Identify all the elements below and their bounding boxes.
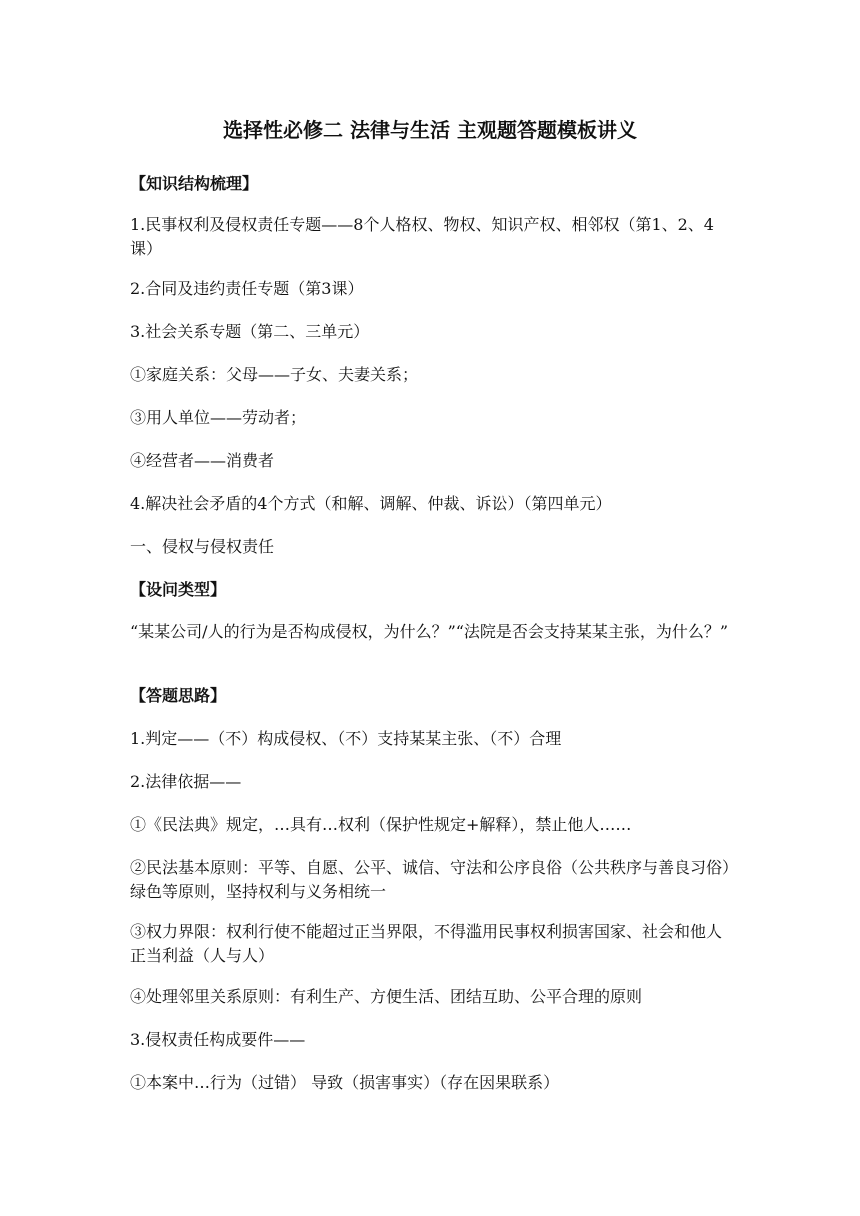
document-title: 选择性必修二 法律与生活 主观题答题模板讲义 [223, 118, 637, 142]
paragraph-rights-boundary: ③权力界限：权利行使不能超过正当界限，不得滥用民事权利损害国家、社会和他人正当利益（人与人） [130, 922, 723, 965]
paragraph-family-relations: ①家庭关系：父母——子女、夫妻关系； [130, 365, 419, 384]
paragraph-case-analysis: ①本案中…行为（过错） 导致（损害事实）（存在因果联系） [130, 1073, 560, 1092]
paragraph-dispute-resolution: 4.解决社会矛盾的4个方式（和解、调解、仲裁、诉讼）（第四单元） [130, 494, 612, 513]
paragraph-civil-rights-topic: 1.民事权利及侵权责任专题——8个人格权、物权、知识产权、相邻权（第1、2、4课） [130, 215, 714, 258]
paragraph-legal-basis: 2.法律依据—— [130, 772, 242, 791]
section-heading-answer-approach: 【答题思路】 [130, 686, 227, 705]
paragraph-social-relations-topic: 3.社会关系专题（第二、三单元） [130, 322, 370, 341]
paragraph-employer-relations: ③用人单位——劳动者； [130, 408, 307, 427]
paragraph-judgement: 1.判定——（不）构成侵权、（不）支持某某主张、（不）合理 [130, 729, 562, 748]
paragraph-contract-topic: 2.合同及违约责任专题（第3课） [130, 279, 364, 298]
paragraph-neighbor-principles: ④处理邻里关系原则：有利生产、方便生活、团结互助、公平合理的原则 [130, 987, 643, 1006]
section-title-infringement: 一、侵权与侵权责任 [130, 537, 275, 556]
section-heading-knowledge-structure: 【知识结构梳理】 [130, 174, 259, 193]
paragraph-civil-code: ①《民法典》规定，…具有…权利（保护性规定+解释），禁止他人…… [130, 815, 632, 834]
paragraph-question-examples: “某某公司/人的行为是否构成侵权，为什么？”“法院是否会支持某某主张，为什么？” [130, 622, 729, 641]
paragraph-business-relations: ④经营者——消费者 [130, 451, 275, 470]
section-heading-question-types: 【设问类型】 [130, 580, 227, 599]
paragraph-civil-principles: ②民法基本原则：平等、自愿、公平、诚信、守法和公序良俗（公共秩序与善良习俗）绿色等原则，坚持权利与义务相统一 [130, 858, 731, 901]
paragraph-tort-elements: 3.侵权责任构成要件—— [130, 1030, 306, 1049]
